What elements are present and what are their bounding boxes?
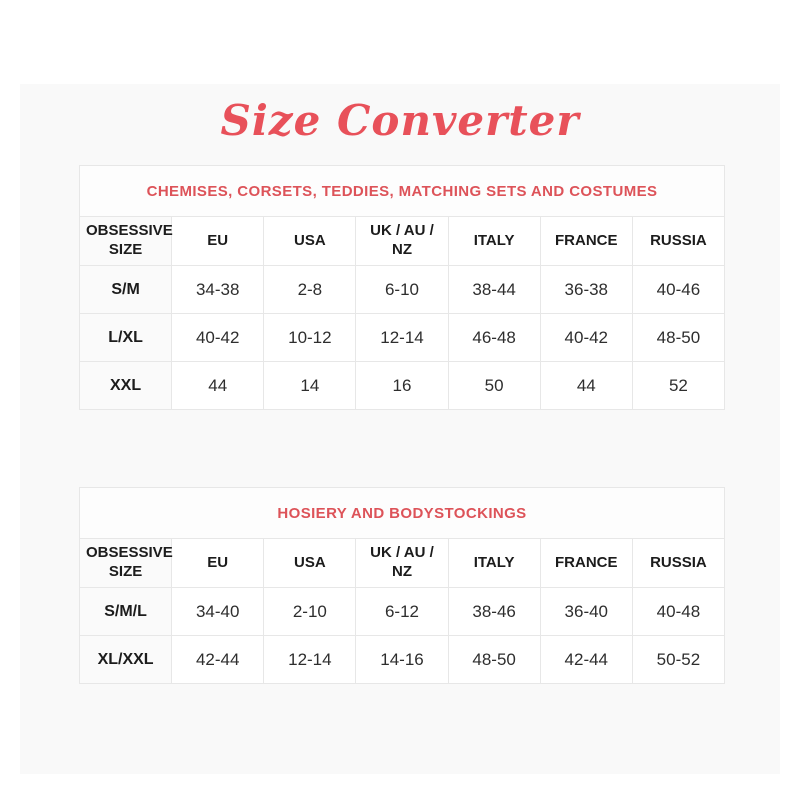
size-value-cell: 16 bbox=[356, 362, 448, 410]
size-value-cell: 46-48 bbox=[448, 314, 540, 362]
size-value-cell: 34-40 bbox=[172, 588, 264, 636]
size-table-chemises-corsets bbox=[79, 165, 725, 410]
column-header: RUSSIA bbox=[632, 539, 724, 588]
size-value-cell: 14-16 bbox=[356, 636, 448, 684]
size-value-cell: 2-8 bbox=[264, 266, 356, 314]
table-row bbox=[80, 588, 725, 636]
size-value-cell: 2-10 bbox=[264, 588, 356, 636]
column-header: UK / AU / NZ bbox=[356, 217, 448, 266]
row-label-cell: L/XL bbox=[80, 314, 172, 362]
row-label-cell: XXL bbox=[80, 362, 172, 410]
page-title: Size Converter bbox=[220, 96, 580, 145]
table-caption-row bbox=[80, 166, 725, 217]
column-header-row bbox=[80, 539, 725, 588]
size-value-cell: 12-14 bbox=[356, 314, 448, 362]
size-value-cell: 40-48 bbox=[632, 588, 724, 636]
size-value-cell: 44 bbox=[172, 362, 264, 410]
column-header: ITALY bbox=[448, 539, 540, 588]
row-label-cell: XL/XXL bbox=[80, 636, 172, 684]
size-value-cell: 6-12 bbox=[356, 588, 448, 636]
column-header: FRANCE bbox=[540, 217, 632, 266]
size-value-cell: 52 bbox=[632, 362, 724, 410]
column-header-row bbox=[80, 217, 725, 266]
size-value-cell: 36-40 bbox=[540, 588, 632, 636]
column-header: RUSSIA bbox=[632, 217, 724, 266]
size-value-cell: 40-42 bbox=[540, 314, 632, 362]
table-row bbox=[80, 362, 725, 410]
column-header: FRANCE bbox=[540, 539, 632, 588]
size-value-cell: 50-52 bbox=[632, 636, 724, 684]
size-value-cell: 42-44 bbox=[540, 636, 632, 684]
column-header: USA bbox=[264, 539, 356, 588]
table-caption: HOSIERY AND BODYSTOCKINGS bbox=[80, 488, 725, 539]
table-row bbox=[80, 314, 725, 362]
row-label-cell: S/M/L bbox=[80, 588, 172, 636]
column-header: OBSESSIVE SIZE bbox=[80, 217, 172, 266]
column-header: EU bbox=[172, 539, 264, 588]
size-value-cell: 38-46 bbox=[448, 588, 540, 636]
row-label-cell: S/M bbox=[80, 266, 172, 314]
size-value-cell: 34-38 bbox=[172, 266, 264, 314]
size-value-cell: 12-14 bbox=[264, 636, 356, 684]
table-caption-row bbox=[80, 488, 725, 539]
size-value-cell: 40-42 bbox=[172, 314, 264, 362]
size-value-cell: 38-44 bbox=[448, 266, 540, 314]
size-value-cell: 40-46 bbox=[632, 266, 724, 314]
size-value-cell: 42-44 bbox=[172, 636, 264, 684]
size-value-cell: 44 bbox=[540, 362, 632, 410]
table-caption: CHEMISES, CORSETS, TEDDIES, MATCHING SETS AND COSTUMES bbox=[80, 166, 725, 217]
size-value-cell: 10-12 bbox=[264, 314, 356, 362]
column-header: USA bbox=[264, 217, 356, 266]
size-value-cell: 36-38 bbox=[540, 266, 632, 314]
size-table-hosiery-bodystockings bbox=[79, 487, 725, 684]
table-row bbox=[80, 636, 725, 684]
size-value-cell: 6-10 bbox=[356, 266, 448, 314]
column-header: ITALY bbox=[448, 217, 540, 266]
column-header: EU bbox=[172, 217, 264, 266]
column-header: UK / AU / NZ bbox=[356, 539, 448, 588]
size-value-cell: 50 bbox=[448, 362, 540, 410]
size-value-cell: 48-50 bbox=[632, 314, 724, 362]
table-row bbox=[80, 266, 725, 314]
column-header: OBSESSIVE SIZE bbox=[80, 539, 172, 588]
size-value-cell: 48-50 bbox=[448, 636, 540, 684]
size-value-cell: 14 bbox=[264, 362, 356, 410]
